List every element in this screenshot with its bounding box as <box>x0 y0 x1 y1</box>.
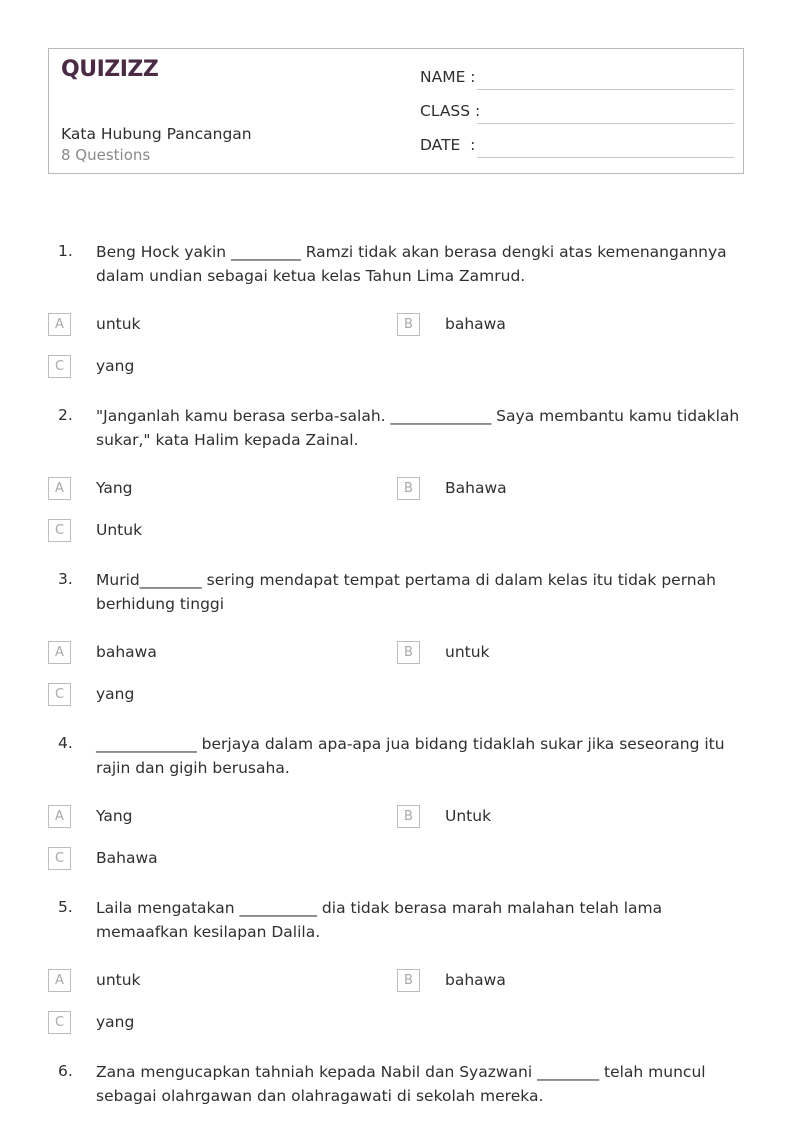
option-text-b[interactable]: bahawa <box>445 971 506 989</box>
option-text-c[interactable]: yang <box>96 685 135 703</box>
name-line[interactable] <box>477 89 734 90</box>
question-number: 2. <box>58 406 73 424</box>
option-text-a[interactable]: untuk <box>96 315 141 333</box>
option-box-c[interactable]: C <box>48 847 71 870</box>
option-text-b[interactable]: Bahawa <box>445 479 507 497</box>
option-box-a[interactable]: A <box>48 641 71 664</box>
option-box-c[interactable]: C <box>48 1011 71 1034</box>
question-text: _____________ berjaya dalam apa-apa jua bidang tidaklah sukar jika seseorang itu rajin dan gigih berusaha. <box>96 735 725 777</box>
question-text: Beng Hock yakin _________ Ramzi tidak akan berasa dengki atas kemenangannya dalam undian sebagai ketua kelas Tahun Lima Zamrud. <box>96 243 727 285</box>
option-box-a[interactable]: A <box>48 805 71 828</box>
option-box-a[interactable]: A <box>48 313 71 336</box>
option-box-c[interactable]: C <box>48 519 71 542</box>
option-text-c[interactable]: Bahawa <box>96 849 158 867</box>
worksheet-header <box>48 48 744 174</box>
option-text-c[interactable]: yang <box>96 1013 135 1031</box>
option-text-a[interactable]: Yang <box>96 479 133 497</box>
option-box-c[interactable]: C <box>48 683 71 706</box>
date-line[interactable] <box>477 157 734 158</box>
question-number: 4. <box>58 734 73 752</box>
option-box-b[interactable]: B <box>397 641 420 664</box>
option-box-b[interactable]: B <box>397 313 420 336</box>
option-text-a[interactable]: bahawa <box>96 643 157 661</box>
quizizz-logo: QUIZIZZ <box>61 57 159 82</box>
question-number: 5. <box>58 898 73 916</box>
option-text-b[interactable]: untuk <box>445 643 490 661</box>
option-box-b[interactable]: B <box>397 477 420 500</box>
option-box-b[interactable]: B <box>397 805 420 828</box>
option-text-a[interactable]: Yang <box>96 807 133 825</box>
question-text: Murid________ sering mendapat tempat pertama di dalam kelas itu tidak pernah berhidung tinggi <box>96 571 716 613</box>
option-box-a[interactable]: A <box>48 969 71 992</box>
question-number: 1. <box>58 242 73 260</box>
date-label: DATE : <box>420 136 476 154</box>
name-label: NAME : <box>420 68 476 86</box>
option-text-c[interactable]: Untuk <box>96 521 143 539</box>
question-count: 8 Questions <box>61 146 151 164</box>
date-field[interactable] <box>420 136 734 160</box>
question-text: "Janganlah kamu berasa serba-salah. _____________ Saya membantu kamu tidaklah sukar," kata Halim kepada Zainal. <box>96 407 740 449</box>
name-field[interactable] <box>420 68 734 92</box>
option-box-c[interactable]: C <box>48 355 71 378</box>
option-text-a[interactable]: untuk <box>96 971 141 989</box>
question-text: Laila mengatakan __________ dia tidak berasa marah malahan telah lama memaafkan kesilapan Dalila. <box>96 899 663 941</box>
option-text-c[interactable]: yang <box>96 357 135 375</box>
option-box-a[interactable]: A <box>48 477 71 500</box>
class-label: CLASS : <box>420 102 481 120</box>
question-number: 6. <box>58 1062 73 1080</box>
class-field[interactable] <box>420 102 734 126</box>
option-box-b[interactable]: B <box>397 969 420 992</box>
question-number: 3. <box>58 570 73 588</box>
option-text-b[interactable]: Untuk <box>445 807 492 825</box>
question-text: Zana mengucapkan tahniah kepada Nabil dan Syazwani ________ telah muncul sebagai olahrgawan dan olahragawati di sekolah mereka. <box>96 1063 706 1105</box>
class-line[interactable] <box>477 123 734 124</box>
option-text-b[interactable]: bahawa <box>445 315 506 333</box>
worksheet-title: Kata Hubung Pancangan <box>61 125 252 143</box>
